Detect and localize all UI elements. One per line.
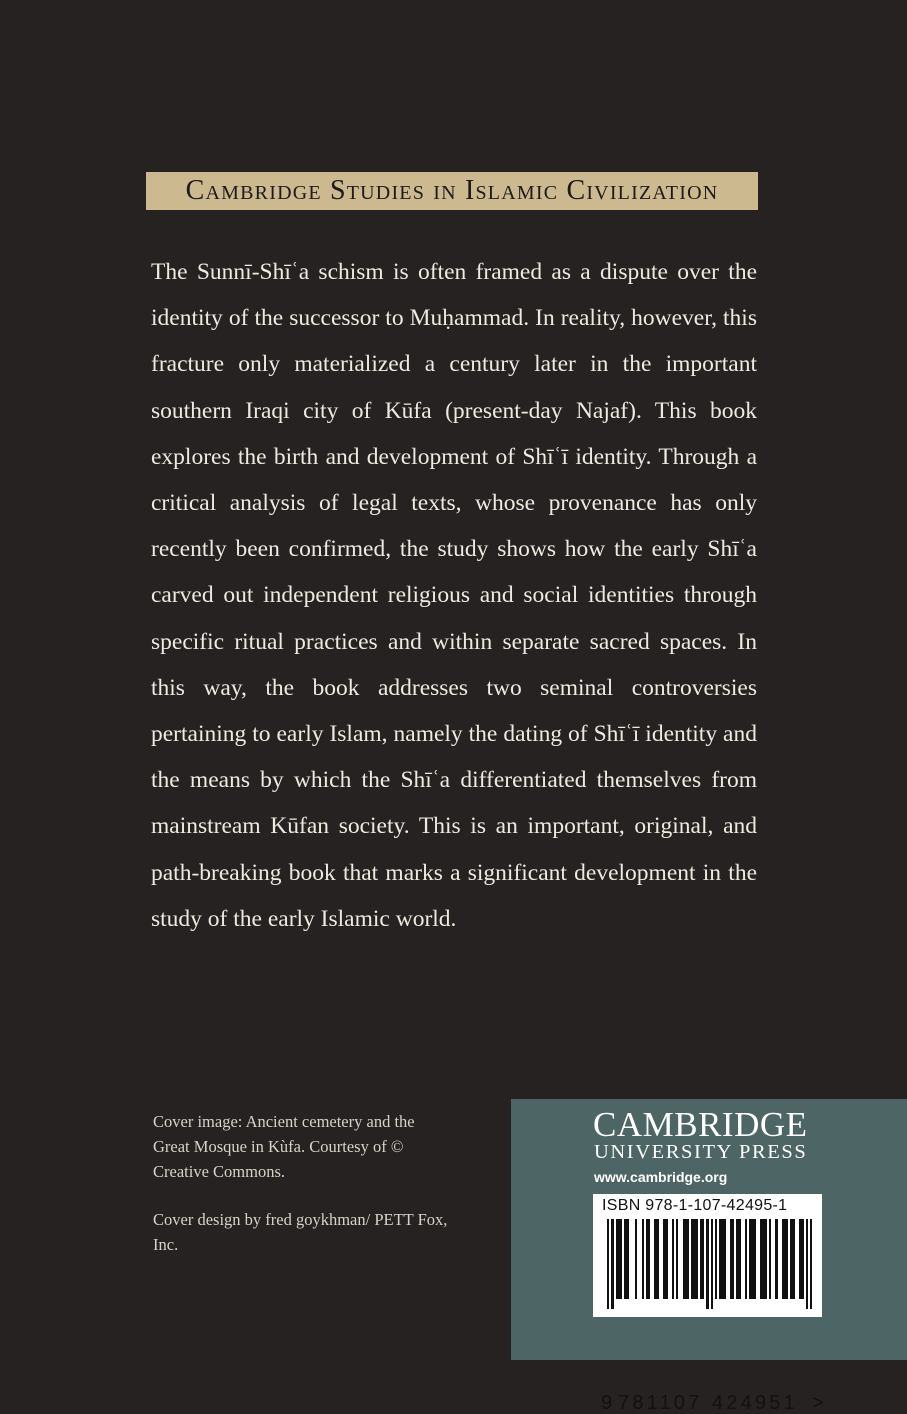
barcode-bar — [635, 1219, 637, 1299]
barcode-bar — [745, 1219, 747, 1299]
barcode-bar — [695, 1219, 697, 1299]
barcode-bar — [775, 1219, 777, 1299]
barcode-bar — [648, 1219, 650, 1299]
barcode-bar — [702, 1219, 704, 1299]
barcode-bar — [607, 1219, 609, 1309]
ean-left-group: 781107 — [618, 1392, 703, 1414]
barcode-bar — [724, 1219, 726, 1299]
quiet-zone-mark: > — [812, 1392, 824, 1414]
isbn-number: ISBN 978-1-107-42495-1 — [602, 1197, 788, 1214]
barcode-bar — [626, 1219, 628, 1299]
barcode-bar — [769, 1219, 771, 1299]
series-title: Cambridge Studies in Islamic Civilization — [185, 175, 719, 206]
barcode-bars — [607, 1219, 812, 1299]
barcode-bar — [611, 1219, 613, 1309]
barcode-bar — [642, 1219, 644, 1299]
publisher-box — [511, 1099, 907, 1414]
barcode-bar — [687, 1219, 689, 1299]
publisher-url: www.cambridge.org — [594, 1169, 728, 1185]
cover-design-credit: Cover design by fred goykhman/ PETT Fox, Inc. — [153, 1210, 448, 1254]
publisher-subname: UNIVERSITY PRESS — [594, 1141, 808, 1163]
barcode-bar — [711, 1219, 713, 1309]
barcode-bar — [801, 1219, 803, 1299]
cover-image-credit: Cover image: Ancient cemetery and the Great Mosque in Kùfa. Courtesy of © Creative Commons. — [153, 1112, 415, 1181]
cover-credits — [153, 1109, 453, 1257]
barcode-bar — [786, 1219, 788, 1299]
barcode-bar — [665, 1219, 667, 1299]
barcode-bar — [620, 1219, 622, 1299]
barcode-bar — [715, 1219, 717, 1299]
book-description: The Sunnī-Shīʿa schism is often framed as a dispute over the identity of the successor to Muḥammad. In reality, however, this fracture only materialized a century later in the important southern Iraqi city of Kūfa (present-day Najaf). This book explores the birth and development of Shīʿī identity. Through a critical analysis of legal texts, whose provenance has only recently been confirmed, the study shows how the early Shīʿa carved out independent religious and social identities through specific ritual practices and within separate sacred spaces. In this way, the book addresses two seminal controversies pertaining to early Islam, namely the dating of Shīʿī identity and the means by which the Shīʿa differentiated themselves from mainstream Kūfan society. This is an important, original, and path-breaking book that marks a significant development in the study of the early Islamic world. — [151, 259, 757, 932]
barcode-bar — [739, 1219, 741, 1299]
series-band — [146, 172, 758, 210]
publisher-name: CAMBRIDGE — [593, 1105, 808, 1144]
barcode-bar — [732, 1219, 734, 1299]
barcode-bar — [806, 1219, 808, 1309]
ean-right-group: 424951 — [712, 1392, 798, 1414]
barcode-bar — [672, 1219, 674, 1299]
barcode-bar — [793, 1219, 795, 1299]
ean-first-digit: 9 — [601, 1392, 613, 1414]
barcode-bar — [657, 1219, 659, 1299]
barcode-bar — [706, 1219, 708, 1309]
barcode-label — [593, 1194, 824, 1414]
barcode-bar — [754, 1219, 756, 1299]
barcode-bar — [765, 1219, 767, 1299]
barcode-bar — [676, 1219, 678, 1299]
barcode-bar — [810, 1219, 812, 1309]
